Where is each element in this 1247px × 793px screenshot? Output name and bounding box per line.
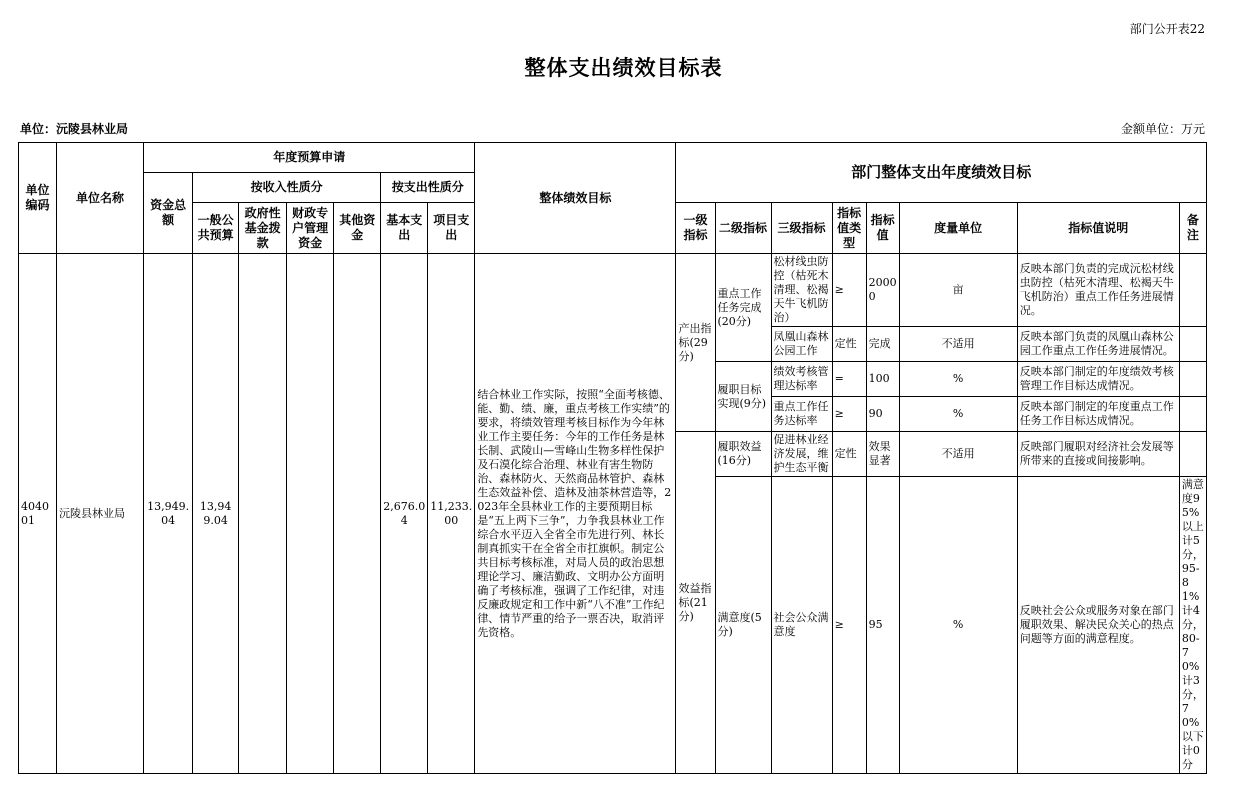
cell-description: 反映社会公众或服务对象在部门履职效果、解决民众关心的热点问题等方面的满意程度。 [1017, 477, 1179, 774]
col-project-expense: 项目支出 [428, 203, 475, 254]
cell-general-budget: 13,949.04 [193, 254, 239, 774]
cell-description: 反映本部门负责的凤凰山森林公园工作重点工作任务进展情况。 [1017, 327, 1179, 362]
col-special-account: 财政专户管理资金 [287, 203, 334, 254]
cell-value-type: 定性 [832, 432, 866, 477]
col-general-budget: 一般公共预算 [193, 203, 239, 254]
cell-total-funds: 13,949.04 [144, 254, 193, 774]
cell-description: 反映本部门负责的完成沅松材线虫防控（枯死木清理、松褐天牛飞机防治）重点工作任务进展情况。 [1017, 254, 1179, 327]
cell-value-type: ≥ [832, 477, 866, 774]
cell-special-account [287, 254, 334, 774]
col-remark: 备注 [1179, 203, 1206, 254]
cell-measure-unit: % [899, 477, 1017, 774]
cell-remark [1179, 432, 1206, 477]
cell-level3: 松材线虫防控（枯死木清理、松褐天牛飞机防治） [771, 254, 832, 327]
col-value: 指标值 [866, 203, 899, 254]
cell-value: 效果显著 [866, 432, 899, 477]
cell-value-type: 定性 [832, 327, 866, 362]
cell-value: 95 [866, 477, 899, 774]
cell-level1-output: 产出指标(29分) [676, 254, 715, 432]
cell-measure-unit: % [899, 362, 1017, 397]
cell-value: 20000 [866, 254, 899, 327]
cell-level3: 绩效考核管理达标率 [771, 362, 832, 397]
col-overall-goal: 整体绩效目标 [475, 143, 676, 254]
col-value-type: 指标值类型 [832, 203, 866, 254]
cell-description: 反映本部门制定的年度绩效考核管理工作目标达成情况。 [1017, 362, 1179, 397]
col-description: 指标值说明 [1017, 203, 1179, 254]
col-basic-expense: 基本支出 [381, 203, 428, 254]
money-unit-label: 金额单位：万元 [1120, 122, 1205, 136]
cell-value-type: = [832, 362, 866, 397]
cell-remark: 满意度95%以上计5分，95-81%计4分，80-70%计3分，70%以下计0分 [1179, 477, 1206, 774]
cell-value: 完成 [866, 327, 899, 362]
cell-project-expense: 11,233.00 [428, 254, 475, 774]
col-dept-goal: 部门整体支出年度绩效目标 [676, 143, 1207, 203]
col-unit-code: 单位编码 [19, 143, 57, 254]
page-title: 整体支出绩效目标表 [524, 55, 723, 80]
col-annual-budget: 年度预算申请 [144, 143, 475, 173]
cell-remark [1179, 327, 1206, 362]
col-level1: 一级指标 [676, 203, 715, 254]
cell-level3: 凤凰山森林公园工作 [771, 327, 832, 362]
cell-other-funds [334, 254, 381, 774]
cell-remark [1179, 397, 1206, 432]
cell-remark [1179, 254, 1206, 327]
cell-unit-name: 沅陵县林业局 [57, 254, 144, 774]
cell-unit-code: 404001 [19, 254, 57, 774]
cell-measure-unit: 亩 [899, 254, 1017, 327]
col-gov-fund: 政府性基金拨款 [239, 203, 287, 254]
cell-level2-duty-benefit: 履职效益(16分) [715, 432, 771, 477]
cell-level2-satisfaction: 满意度(5分) [715, 477, 771, 774]
col-measure-unit: 度量单位 [899, 203, 1017, 254]
cell-description: 反映本部门制定的年度重点工作任务工作目标达成情况。 [1017, 397, 1179, 432]
unit-label: 单位：沅陵县林业局 [20, 122, 129, 136]
cell-level3: 重点工作任务达标率 [771, 397, 832, 432]
cell-level1-benefit: 效益指标(21分) [676, 432, 715, 774]
cell-description: 反映部门履职对经济社会发展等所带来的直接或间接影响。 [1017, 432, 1179, 477]
cell-value: 90 [866, 397, 899, 432]
col-unit-name: 单位名称 [57, 143, 144, 254]
cell-level3: 社会公众满意度 [771, 477, 832, 774]
performance-table [18, 142, 1207, 774]
cell-level3: 促进林业经济发展，维护生态平衡 [771, 432, 832, 477]
cell-overall-goal: 结合林业工作实际，按照“全面考核德、能、勤、绩、廉，重点考核工作实绩”的要求，将绩效管理考核目标作为今年林业工作主要任务：今年的工作任务是林长制、武陵山—雪峰山生物多样性保护及石漠化综合治理、林业有害生物防治、森林防火、天然商品林管护、森林生态效益补偿、造林及油茶林营造等，2023年全县林业工作的主要预期目标是“五上两下三争”，力争我县林业工作综合水平迈入全省全市先进行列、林长制真抓实干在全省全市扛旗帜。制定公共目标考核标准，对局人员的政治思想理论学习、廉洁勤政、文明办公方面明确了考核标准，强调了工作纪律，对违反廉政规定和工作中新“八不准”工作纪律、情节严重的给予一票否决，取消评先资格。 [475, 254, 676, 774]
cell-level2-duty-goal: 履职目标实现(9分) [715, 362, 771, 432]
cell-level2-key-task: 重点工作任务完成(20分) [715, 254, 771, 362]
cell-basic-expense: 2,676.04 [381, 254, 428, 774]
col-level3: 三级指标 [771, 203, 832, 254]
cell-remark [1179, 362, 1206, 397]
cell-measure-unit: % [899, 397, 1017, 432]
cell-value-type: ≥ [832, 254, 866, 327]
col-total-funds: 资金总额 [144, 173, 193, 254]
cell-measure-unit: 不适用 [899, 327, 1017, 362]
col-by-income: 按收入性质分 [193, 173, 381, 203]
cell-measure-unit: 不适用 [899, 432, 1017, 477]
col-other-funds: 其他资金 [334, 203, 381, 254]
cell-value: 100 [866, 362, 899, 397]
form-number: 部门公开表22 [1129, 22, 1205, 36]
col-by-expense: 按支出性质分 [381, 173, 475, 203]
cell-value-type: ≥ [832, 397, 866, 432]
col-level2: 二级指标 [715, 203, 771, 254]
cell-gov-fund [239, 254, 287, 774]
